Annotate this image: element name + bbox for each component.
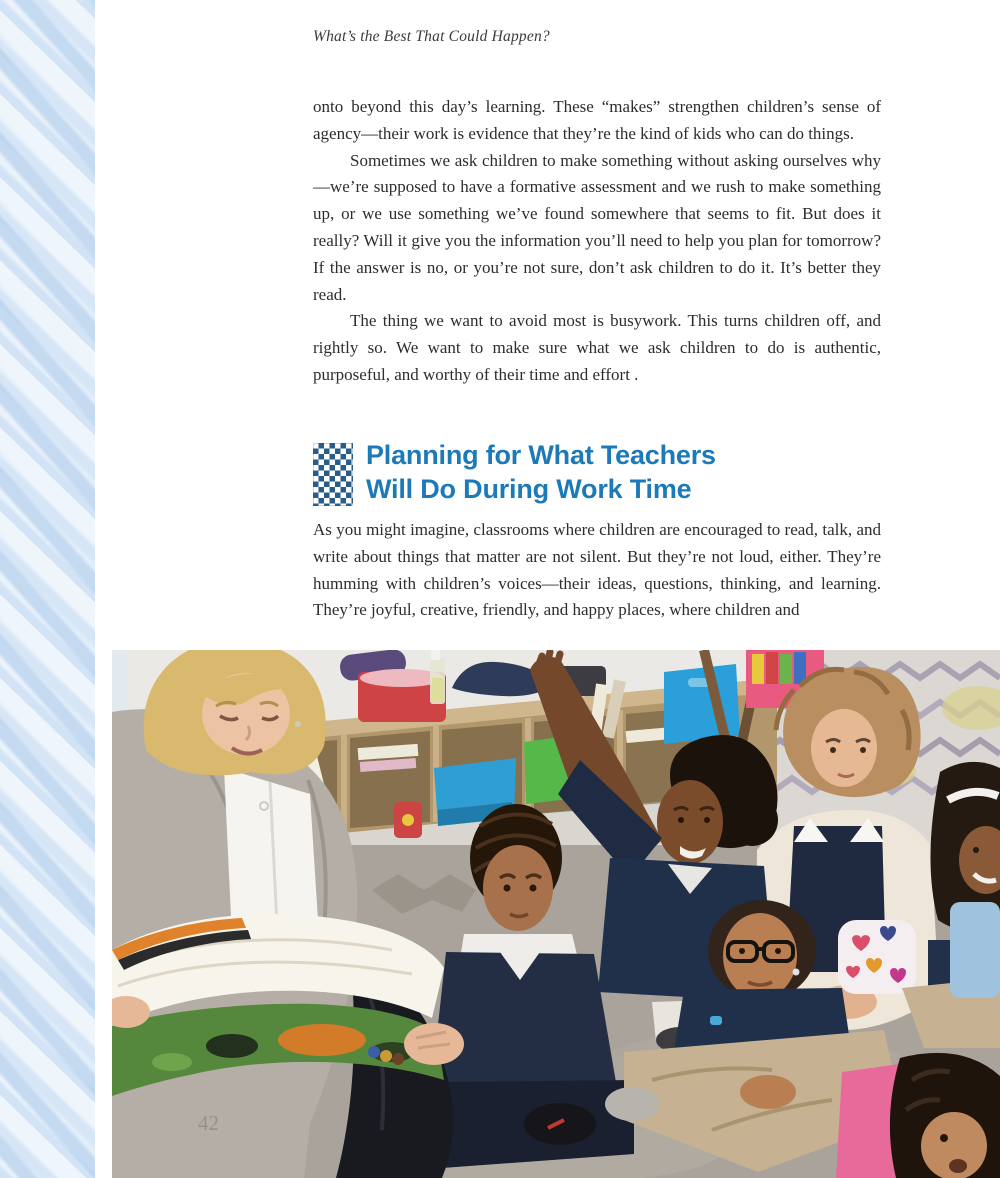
teacher-head [144,650,326,775]
heart-pillow [838,920,916,994]
paragraph: As you might imagine, classrooms where children are encouraged to read, talk, and write about things that matter are not silent. But they’re not loud, either. They’re humming with children’s voices—their ideas, questions, thinking, and learning. They’re joyful, creative, friendly, and happy places, where children and [313,520,881,620]
page-margin-texture [0,0,95,1178]
paragraph: onto beyond this day’s learning. These “makes” strengthen children’s sense of agency—their work is evidence that they’re the kind of kids who can do things. [313,97,881,143]
classroom-photo [112,650,1000,1178]
checkerboard-icon [313,443,353,506]
red-toy [394,802,422,838]
toddler-pink [836,1053,1000,1178]
photo-page-number: 42 [198,1111,219,1135]
paragraph: The thing we want to avoid most is busywork. This turns children off, and rightly so. We want to make sure what we ask children to do is authentic, purposeful, and worthy of their time and effort . [313,311,881,384]
running-head: What’s the Best That Could Happen? [313,28,550,45]
section-heading-line1: Planning for What Teachers [366,440,716,470]
section-heading-text [366,438,716,506]
body-text-block-2 [313,517,881,624]
paragraph: Sometimes we ask children to make something without asking ourselves why—we’re supposed to have a formative assessment and we rush to make something up, or we use something we’ve found somewhere that seems to fit. But does it really? Will it give you the information you’ll need to help you plan for tomorrow? If the answer is no, or you’re not sure, don’t ask children to do it. It’s better they read. [313,150,881,304]
section-heading-line2: Will Do During Work Time [366,474,692,504]
body-text-block-1 [313,94,881,389]
sanitizer-bottle [430,650,445,704]
section-heading [313,438,716,506]
